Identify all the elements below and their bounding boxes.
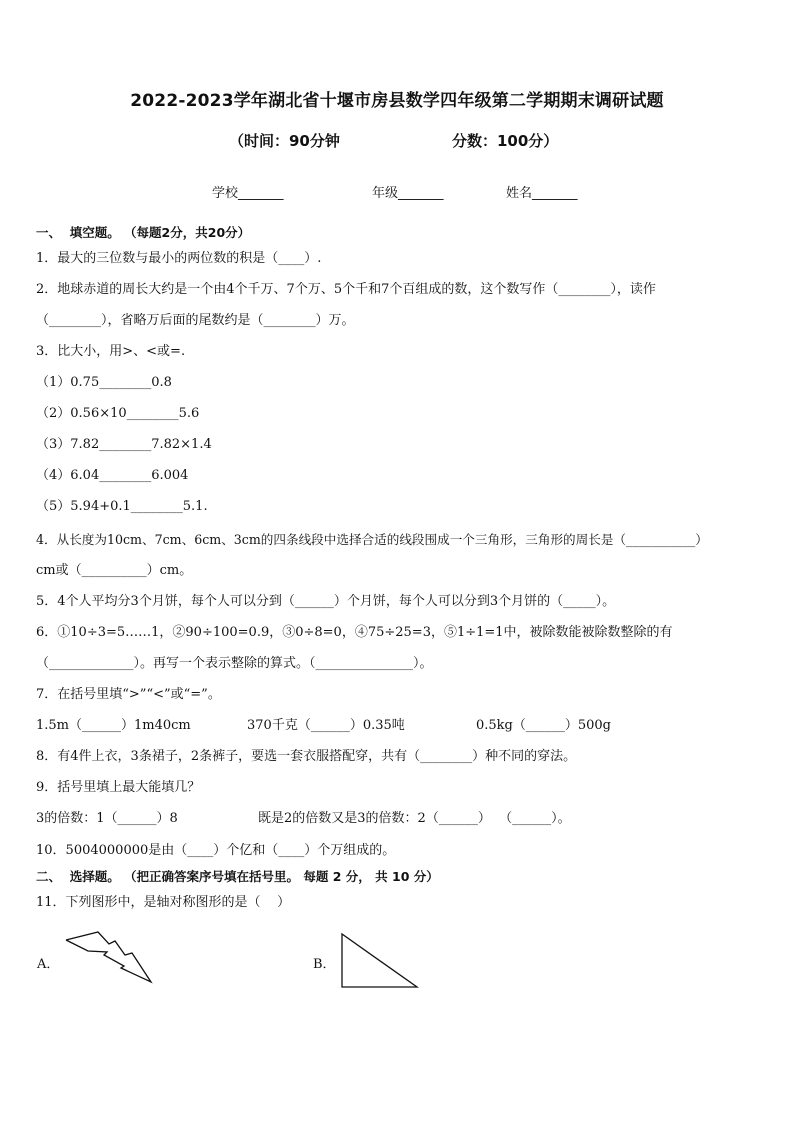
question-10: 10．5004000000是由（____）个亿和（____）个万组成的。: [36, 843, 396, 858]
question-7-item2: 370千克（______）0.35吨: [247, 718, 405, 733]
question-3-item3: （3）7.82________7.82×1.4: [36, 437, 212, 452]
question-3-item5: （5）5.94+0.1________5.1.: [36, 499, 208, 514]
question-6-line2: （_____________）。再写一个表示整除的算式。（_______________）。: [36, 656, 433, 671]
exam-time: （时间：90分钟: [229, 132, 340, 150]
question-9: 9．括号里填上最大能填几？: [36, 780, 201, 795]
question-4-line2: cm或（__________）cm。: [36, 563, 193, 578]
school-field: 学校_______: [212, 186, 284, 201]
question-8: 8．有4件上衣，3条裙子，2条裤子，要选一套衣服搭配穿，共有（________）种不同的穿法。: [36, 749, 577, 764]
question-11: 11．下列图形中，是轴对称图形的是（ ）: [36, 895, 291, 910]
question-3: 3．比大小，用>、<或=.: [36, 344, 186, 359]
question-9-item2: 既是2的倍数又是3的倍数：2（______） （______）。: [258, 811, 571, 826]
question-1: 1．最大的三位数与最小的两位数的积是（____）.: [36, 251, 322, 266]
question-4-line1: 4．从长度为10cm、7cm、6cm、3cm的四条线段中选择合适的线段围成一个三角形，三角形的周长是（___________）: [36, 532, 708, 547]
question-7-item3: 0.5kg（______）500g: [476, 718, 612, 733]
question-7-item1: 1.5m（______）1m40cm: [36, 718, 191, 733]
question-6-line1: 6．①10÷3=5……1，②90÷100=0.9，③0÷8=0，④75÷25=3，⑤1÷1=1中，被除数能被除数整除的有: [36, 625, 673, 640]
question-3-item1: （1）0.75________0.8: [36, 375, 172, 390]
question-3-item2: （2）0.56×10________5.6: [36, 406, 200, 421]
lightning-bolt-shape: [64, 930, 156, 986]
name-field: 姓名_______: [506, 186, 578, 201]
question-7: 7．在括号里填“>”“<”或“=”。: [36, 687, 221, 702]
section2-heading: 二、 选择题。 （把正确答案序号填在括号里。 每题 2 分， 共 10 分）: [36, 869, 439, 884]
option-a-label: A．: [37, 957, 60, 972]
grade-field: 年级_______: [372, 186, 444, 201]
option-b-label: B．: [313, 957, 336, 972]
question-2-line2: （________），省略万后面的尾数约是（________）万。: [36, 313, 355, 328]
section1-heading: 一、 填空题。 （每题2分，共20分）: [36, 225, 251, 240]
question-5: 5．4个人平均分3个月饼，每个人可以分到（______）个月饼，每个人可以分到3个月饼的（_____）。: [36, 594, 616, 609]
page-title: 2022-2023学年湖北省十堰市房县数学四年级第二学期期末调研试题: [130, 91, 664, 111]
exam-score: 分数：100分）: [452, 132, 559, 150]
question-9-item1: 3的倍数：1（______）8: [36, 811, 178, 826]
question-2-line1: 2．地球赤道的周长大约是一个由4个千万、7个万、5个千和7个百组成的数，这个数写作（________），读作: [36, 282, 656, 297]
right-triangle-shape: [339, 932, 421, 990]
question-3-item4: （4）6.04________6.004: [36, 468, 189, 483]
